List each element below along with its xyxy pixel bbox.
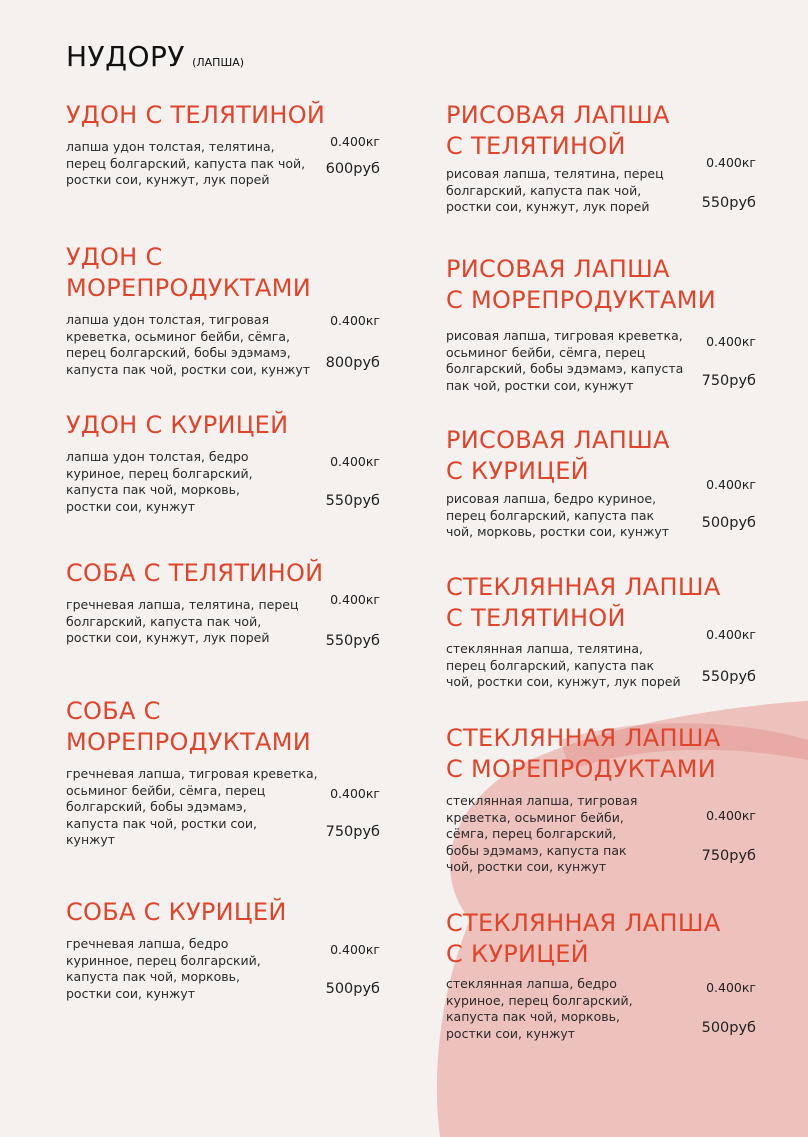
item-description: гречневая лапша, бедро куринное, перец болгарский, капуста пак чой, морковь, ростки сои, кунжут xyxy=(66,936,261,1001)
item-weight: 0.400кг xyxy=(330,786,380,801)
item-weight: 0.400кг xyxy=(330,592,380,607)
page-header xyxy=(66,40,244,73)
item-description: рисовая лапша, тигровая креветка, осьминог бейби, сёмга, перец болгарский, бобы эдэмамэ, капуста пак чой, ростки сои, кунжут xyxy=(446,328,684,393)
item-weight: 0.400кг xyxy=(706,155,756,170)
item-weight: 0.400кг xyxy=(706,477,756,492)
menu-item-rice-veal xyxy=(446,100,756,220)
item-name: СТЕКЛЯННАЯ ЛАПША С КУРИЦЕЙ xyxy=(446,909,721,968)
item-name: СТЕКЛЯННАЯ ЛАПША С ТЕЛЯТИНОЙ xyxy=(446,573,721,632)
page-title: НУДОРУ xyxy=(66,40,185,73)
item-name: УДОН С МОРЕПРОДУКТАМИ xyxy=(66,243,311,302)
item-name: СОБА С КУРИЦЕЙ xyxy=(66,898,287,926)
item-weight: 0.400кг xyxy=(706,627,756,642)
item-price: 550руб xyxy=(325,493,380,509)
item-price: 550руб xyxy=(325,633,380,649)
item-price: 500руб xyxy=(701,515,756,531)
item-name: СОБА С ТЕЛЯТИНОЙ xyxy=(66,559,324,587)
item-name: РИСОВАЯ ЛАПША С КУРИЦЕЙ xyxy=(446,426,670,485)
page-subtitle: (ЛАПША) xyxy=(192,56,245,69)
menu-item-soba-seafood xyxy=(66,696,380,848)
item-name: РИСОВАЯ ЛАПША С МОРЕПРОДУКТАМИ xyxy=(446,255,716,314)
item-price: 800руб xyxy=(325,355,380,371)
item-description: стеклянная лапша, тигровая креветка, осьминог бейби, сёмга, перец болгарский, бобы эдэмамэ, капуста пак чой, ростки сои, кунжут xyxy=(446,793,638,874)
item-weight: 0.400кг xyxy=(330,134,380,149)
item-price: 500руб xyxy=(701,1020,756,1036)
menu-item-udon-seafood xyxy=(66,242,380,378)
item-description: гречневая лапша, тигровая креветка, осьминог бейби, сёмга, перец болгарский, бобы эдэмамэ, капуста пак чой, ростки сои, кунжут xyxy=(66,766,318,847)
item-description: лапша удон толстая, бедро куриное, перец болгарский, капуста пак чой, морковь, ростки сои, кунжут xyxy=(66,449,253,514)
item-price: 750руб xyxy=(701,848,756,864)
item-price: 600руб xyxy=(325,161,380,177)
item-name: УДОН С КУРИЦЕЙ xyxy=(66,411,289,439)
item-description: лапша удон толстая, телятина, перец болгарский, капуста пак чой, ростки сои, кунжут, лук порей xyxy=(66,139,306,187)
item-name: РИСОВАЯ ЛАПША С ТЕЛЯТИНОЙ xyxy=(446,101,670,160)
item-description: гречневая лапша, телятина, перец болгарский, капуста пак чой, ростки сои, кунжут, лук порей xyxy=(66,597,299,645)
menu-item-rice-chicken xyxy=(446,425,756,541)
item-price: 750руб xyxy=(701,373,756,389)
item-description: рисовая лапша, бедро куриное, перец болгарский, капуста пак чой, морковь, ростки сои, кунжут xyxy=(446,491,670,539)
item-name: СОБА С МОРЕПРОДУКТАМИ xyxy=(66,697,311,756)
item-price: 750руб xyxy=(325,824,380,840)
menu-item-rice-seafood xyxy=(446,254,756,394)
menu-item-soba-veal xyxy=(66,558,380,651)
item-description: стеклянная лапша, телятина, перец болгарский, капуста пак чой, ростки сои, кунжут, лук порей xyxy=(446,641,681,689)
menu-item-soba-chicken xyxy=(66,897,380,1002)
item-weight: 0.400кг xyxy=(706,980,756,995)
item-weight: 0.400кг xyxy=(706,808,756,823)
item-weight: 0.400кг xyxy=(330,454,380,469)
menu-item-udon-veal xyxy=(66,100,380,193)
item-price: 550руб xyxy=(701,669,756,685)
item-description: рисовая лапша, телятина, перец болгарский, капуста пак чой, ростки сои, кунжут, лук порей xyxy=(446,166,664,214)
item-price: 500руб xyxy=(325,981,380,997)
item-description: стеклянная лапша, бедро куриное, перец болгарский, капуста пак чой, морковь, ростки сои, кунжут xyxy=(446,976,633,1041)
item-weight: 0.400кг xyxy=(330,942,380,957)
item-price: 550руб xyxy=(701,195,756,211)
menu-item-glass-chicken xyxy=(446,908,756,1042)
item-name: УДОН С ТЕЛЯТИНОЙ xyxy=(66,101,326,129)
item-name: СТЕКЛЯННАЯ ЛАПША С МОРЕПРОДУКТАМИ xyxy=(446,724,721,783)
menu-item-glass-seafood xyxy=(446,723,756,875)
item-description: лапша удон толстая, тигровая креветка, осьминог бейби, сёмга, перец болгарский, бобы эдэмамэ, капуста пак чой, ростки сои, кунжут xyxy=(66,312,311,377)
item-weight: 0.400кг xyxy=(330,313,380,328)
menu-item-udon-chicken xyxy=(66,410,380,515)
menu-item-glass-veal xyxy=(446,572,756,691)
item-weight: 0.400кг xyxy=(706,334,756,349)
